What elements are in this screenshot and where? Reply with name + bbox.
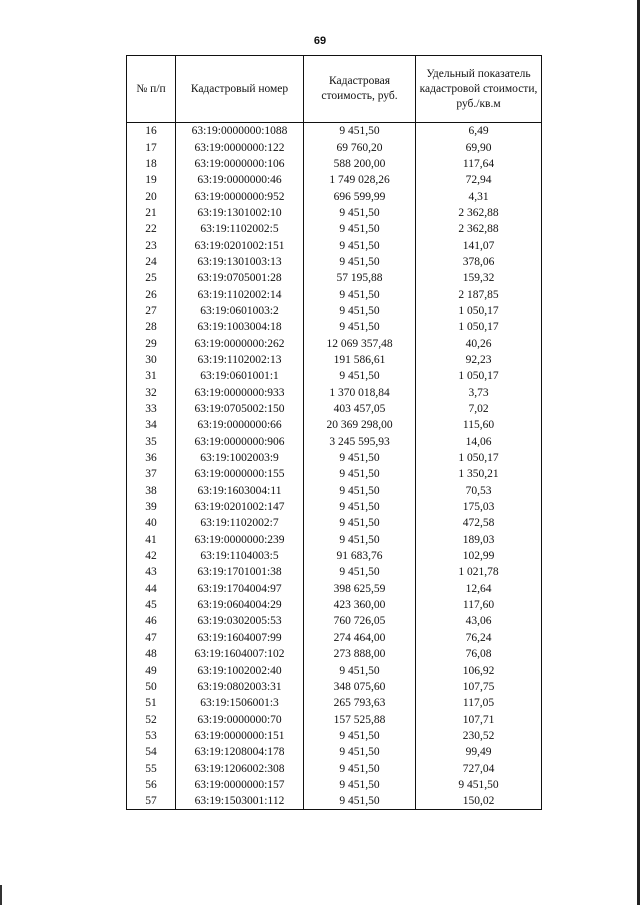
table-body xyxy=(127,123,542,810)
page-number: 69 xyxy=(313,35,327,47)
cadastral-number: 63:19:1701001:38 xyxy=(176,564,304,580)
specific-value: 102,99 xyxy=(416,548,542,564)
cadastral-number: 63:19:0201002:151 xyxy=(176,237,304,253)
row-num: 21 xyxy=(127,205,176,221)
cadastral-number: 63:19:0604004:29 xyxy=(176,597,304,613)
cadastral-value: 69 760,20 xyxy=(304,139,416,155)
table-row xyxy=(127,237,542,253)
specific-value: 12,64 xyxy=(416,581,542,597)
table-row xyxy=(127,401,542,417)
cadastral-value: 9 451,50 xyxy=(304,123,416,140)
specific-value: 1 350,21 xyxy=(416,466,542,482)
cadastral-value: 348 075,60 xyxy=(304,679,416,695)
cadastral-number: 63:19:0000000:906 xyxy=(176,434,304,450)
cadastral-number: 63:19:1301002:10 xyxy=(176,205,304,221)
specific-value: 472,58 xyxy=(416,515,542,531)
cadastral-number: 63:19:0705002:150 xyxy=(176,401,304,417)
cadastral-number: 63:19:0000000:952 xyxy=(176,188,304,204)
specific-value: 76,08 xyxy=(416,646,542,662)
row-num: 35 xyxy=(127,434,176,450)
cadastral-value: 9 451,50 xyxy=(304,662,416,678)
specific-value: 106,92 xyxy=(416,662,542,678)
cadastral-value: 9 451,50 xyxy=(304,205,416,221)
cadastral-number: 63:19:0000000:46 xyxy=(176,172,304,188)
table-row xyxy=(127,483,542,499)
specific-value: 189,03 xyxy=(416,532,542,548)
specific-value: 6,49 xyxy=(416,123,542,140)
specific-value: 2 362,88 xyxy=(416,221,542,237)
cadastral-value: 403 457,05 xyxy=(304,401,416,417)
specific-value: 69,90 xyxy=(416,139,542,155)
table-row xyxy=(127,172,542,188)
cadastral-number: 63:19:0000000:66 xyxy=(176,417,304,433)
cadastral-value: 274 464,00 xyxy=(304,630,416,646)
table-row xyxy=(127,434,542,450)
cadastral-number: 63:19:1503001:112 xyxy=(176,793,304,810)
cadastral-value: 9 451,50 xyxy=(304,368,416,384)
cadastral-number: 63:19:0000000:933 xyxy=(176,385,304,401)
row-num: 27 xyxy=(127,303,176,319)
cadastral-value: 9 451,50 xyxy=(304,728,416,744)
row-num: 28 xyxy=(127,319,176,335)
cadastral-number: 63:19:1604007:102 xyxy=(176,646,304,662)
specific-value: 3,73 xyxy=(416,385,542,401)
row-num: 55 xyxy=(127,760,176,776)
table-row xyxy=(127,597,542,613)
specific-value: 117,05 xyxy=(416,695,542,711)
cadastral-number: 63:19:1603004:11 xyxy=(176,483,304,499)
table-row xyxy=(127,303,542,319)
cadastral-number: 63:19:1506001:3 xyxy=(176,695,304,711)
cadastral-number: 63:19:0802003:31 xyxy=(176,679,304,695)
cadastral-value: 588 200,00 xyxy=(304,156,416,172)
cadastral-number: 63:19:0705001:28 xyxy=(176,270,304,286)
specific-value: 9 451,50 xyxy=(416,777,542,793)
cadastral-number: 63:19:0000000:70 xyxy=(176,711,304,727)
row-num: 44 xyxy=(127,581,176,597)
row-num: 32 xyxy=(127,385,176,401)
cadastral-number: 63:19:1104003:5 xyxy=(176,548,304,564)
specific-value: 1 021,78 xyxy=(416,564,542,580)
table-row xyxy=(127,450,542,466)
specific-value: 76,24 xyxy=(416,630,542,646)
row-num: 48 xyxy=(127,646,176,662)
table-row xyxy=(127,613,542,629)
cadastral-number: 63:19:1002002:40 xyxy=(176,662,304,678)
specific-value: 117,60 xyxy=(416,597,542,613)
table-row xyxy=(127,254,542,270)
table-row xyxy=(127,221,542,237)
cadastral-number: 63:19:0601001:1 xyxy=(176,368,304,384)
table-row xyxy=(127,499,542,515)
cadastral-value: 20 369 298,00 xyxy=(304,417,416,433)
specific-value: 43,06 xyxy=(416,613,542,629)
table-row xyxy=(127,695,542,711)
cadastral-value: 423 360,00 xyxy=(304,597,416,613)
table-row xyxy=(127,270,542,286)
table-row xyxy=(127,335,542,351)
specific-value: 107,71 xyxy=(416,711,542,727)
table-row xyxy=(127,286,542,302)
table-row xyxy=(127,646,542,662)
row-num: 40 xyxy=(127,515,176,531)
cadastral-value: 696 599,99 xyxy=(304,188,416,204)
cadastral-value: 398 625,59 xyxy=(304,581,416,597)
row-num: 45 xyxy=(127,597,176,613)
cadastral-number: 63:19:1301003:13 xyxy=(176,254,304,270)
row-num: 23 xyxy=(127,237,176,253)
row-num: 29 xyxy=(127,335,176,351)
table-row xyxy=(127,385,542,401)
cadastral-number: 63:19:1102002:5 xyxy=(176,221,304,237)
cadastral-number: 63:19:0000000:157 xyxy=(176,777,304,793)
row-num: 31 xyxy=(127,368,176,384)
table-row xyxy=(127,156,542,172)
cadastral-value: 9 451,50 xyxy=(304,286,416,302)
specific-value: 92,23 xyxy=(416,352,542,368)
cadastral-value: 157 525,88 xyxy=(304,711,416,727)
table-row xyxy=(127,662,542,678)
header-cadastral-number: Кадастровый номер xyxy=(176,56,304,123)
cadastral-number: 63:19:0302005:53 xyxy=(176,613,304,629)
scan-edge-left xyxy=(0,885,2,905)
cadastral-number: 63:19:1003004:18 xyxy=(176,319,304,335)
table-row xyxy=(127,417,542,433)
specific-value: 99,49 xyxy=(416,744,542,760)
cadastral-value-table xyxy=(126,55,542,810)
row-num: 33 xyxy=(127,401,176,417)
row-num: 49 xyxy=(127,662,176,678)
cadastral-value: 9 451,50 xyxy=(304,777,416,793)
cadastral-value: 9 451,50 xyxy=(304,237,416,253)
header-cadastral-value: Кадастровая стоимость, руб. xyxy=(304,56,416,123)
table-row xyxy=(127,466,542,482)
table-row xyxy=(127,581,542,597)
row-num: 30 xyxy=(127,352,176,368)
table-row xyxy=(127,728,542,744)
specific-value: 115,60 xyxy=(416,417,542,433)
specific-value: 14,06 xyxy=(416,434,542,450)
table-row xyxy=(127,777,542,793)
row-num: 56 xyxy=(127,777,176,793)
row-num: 57 xyxy=(127,793,176,810)
cadastral-value: 265 793,63 xyxy=(304,695,416,711)
cadastral-number: 63:19:0000000:151 xyxy=(176,728,304,744)
cadastral-number: 63:19:1206002:308 xyxy=(176,760,304,776)
cadastral-value: 1 370 018,84 xyxy=(304,385,416,401)
specific-value: 175,03 xyxy=(416,499,542,515)
cadastral-value: 9 451,50 xyxy=(304,450,416,466)
row-num: 18 xyxy=(127,156,176,172)
row-num: 37 xyxy=(127,466,176,482)
specific-value: 72,94 xyxy=(416,172,542,188)
cadastral-number: 63:19:1002003:9 xyxy=(176,450,304,466)
cadastral-value: 9 451,50 xyxy=(304,532,416,548)
table-row xyxy=(127,564,542,580)
cadastral-value: 9 451,50 xyxy=(304,515,416,531)
specific-value: 70,53 xyxy=(416,483,542,499)
specific-value: 230,52 xyxy=(416,728,542,744)
specific-value: 117,64 xyxy=(416,156,542,172)
cadastral-value: 9 451,50 xyxy=(304,760,416,776)
table-row xyxy=(127,548,542,564)
header-specific-value: Удельный показатель кадастровой стоимости, руб./кв.м xyxy=(416,56,542,123)
cadastral-value: 12 069 357,48 xyxy=(304,335,416,351)
specific-value: 150,02 xyxy=(416,793,542,810)
cadastral-number: 63:19:1208004:178 xyxy=(176,744,304,760)
specific-value: 40,26 xyxy=(416,335,542,351)
cadastral-value: 273 888,00 xyxy=(304,646,416,662)
row-num: 47 xyxy=(127,630,176,646)
cadastral-number: 63:19:1604007:99 xyxy=(176,630,304,646)
row-num: 19 xyxy=(127,172,176,188)
cadastral-value: 9 451,50 xyxy=(304,483,416,499)
cadastral-number: 63:19:1102002:14 xyxy=(176,286,304,302)
cadastral-value: 9 451,50 xyxy=(304,303,416,319)
table-row xyxy=(127,123,542,140)
cadastral-value: 9 451,50 xyxy=(304,744,416,760)
table-row xyxy=(127,205,542,221)
row-num: 24 xyxy=(127,254,176,270)
row-num: 42 xyxy=(127,548,176,564)
header-num: № п/п xyxy=(127,56,176,123)
table-row xyxy=(127,532,542,548)
specific-value: 727,04 xyxy=(416,760,542,776)
cadastral-value: 9 451,50 xyxy=(304,793,416,810)
specific-value: 1 050,17 xyxy=(416,368,542,384)
row-num: 51 xyxy=(127,695,176,711)
cadastral-value: 9 451,50 xyxy=(304,564,416,580)
row-num: 52 xyxy=(127,711,176,727)
cadastral-number: 63:19:0201002:147 xyxy=(176,499,304,515)
table-row xyxy=(127,319,542,335)
cadastral-value: 57 195,88 xyxy=(304,270,416,286)
row-num: 16 xyxy=(127,123,176,140)
cadastral-value: 9 451,50 xyxy=(304,466,416,482)
specific-value: 2 362,88 xyxy=(416,205,542,221)
table-row xyxy=(127,679,542,695)
cadastral-value: 3 245 595,93 xyxy=(304,434,416,450)
table-row xyxy=(127,744,542,760)
specific-value: 1 050,17 xyxy=(416,319,542,335)
row-num: 36 xyxy=(127,450,176,466)
cadastral-value: 9 451,50 xyxy=(304,319,416,335)
specific-value: 378,06 xyxy=(416,254,542,270)
table-row xyxy=(127,793,542,810)
table-row xyxy=(127,515,542,531)
table-row xyxy=(127,139,542,155)
specific-value: 7,02 xyxy=(416,401,542,417)
row-num: 46 xyxy=(127,613,176,629)
cadastral-number: 63:19:0000000:122 xyxy=(176,139,304,155)
table-row xyxy=(127,760,542,776)
row-num: 22 xyxy=(127,221,176,237)
cadastral-value: 91 683,76 xyxy=(304,548,416,564)
cadastral-value: 760 726,05 xyxy=(304,613,416,629)
row-num: 53 xyxy=(127,728,176,744)
row-num: 17 xyxy=(127,139,176,155)
specific-value: 2 187,85 xyxy=(416,286,542,302)
cadastral-value: 1 749 028,26 xyxy=(304,172,416,188)
row-num: 38 xyxy=(127,483,176,499)
specific-value: 1 050,17 xyxy=(416,303,542,319)
row-num: 34 xyxy=(127,417,176,433)
cadastral-number: 63:19:0000000:262 xyxy=(176,335,304,351)
cadastral-number: 63:19:1102002:7 xyxy=(176,515,304,531)
row-num: 20 xyxy=(127,188,176,204)
specific-value: 107,75 xyxy=(416,679,542,695)
cadastral-number: 63:19:0601003:2 xyxy=(176,303,304,319)
table-header-row xyxy=(127,56,542,123)
cadastral-number: 63:19:1704004:97 xyxy=(176,581,304,597)
row-num: 54 xyxy=(127,744,176,760)
table-row xyxy=(127,368,542,384)
table-row xyxy=(127,188,542,204)
specific-value: 141,07 xyxy=(416,237,542,253)
cadastral-number: 63:19:1102002:13 xyxy=(176,352,304,368)
cadastral-number: 63:19:0000000:1088 xyxy=(176,123,304,140)
cadastral-number: 63:19:0000000:155 xyxy=(176,466,304,482)
specific-value: 1 050,17 xyxy=(416,450,542,466)
cadastral-value: 9 451,50 xyxy=(304,499,416,515)
row-num: 50 xyxy=(127,679,176,695)
cadastral-value: 9 451,50 xyxy=(304,221,416,237)
row-num: 41 xyxy=(127,532,176,548)
row-num: 43 xyxy=(127,564,176,580)
specific-value: 4,31 xyxy=(416,188,542,204)
cadastral-number: 63:19:0000000:106 xyxy=(176,156,304,172)
table-row xyxy=(127,630,542,646)
row-num: 39 xyxy=(127,499,176,515)
cadastral-number: 63:19:0000000:239 xyxy=(176,532,304,548)
row-num: 25 xyxy=(127,270,176,286)
table-row xyxy=(127,711,542,727)
cadastral-value: 9 451,50 xyxy=(304,254,416,270)
specific-value: 159,32 xyxy=(416,270,542,286)
cadastral-value: 191 586,61 xyxy=(304,352,416,368)
table-row xyxy=(127,352,542,368)
row-num: 26 xyxy=(127,286,176,302)
